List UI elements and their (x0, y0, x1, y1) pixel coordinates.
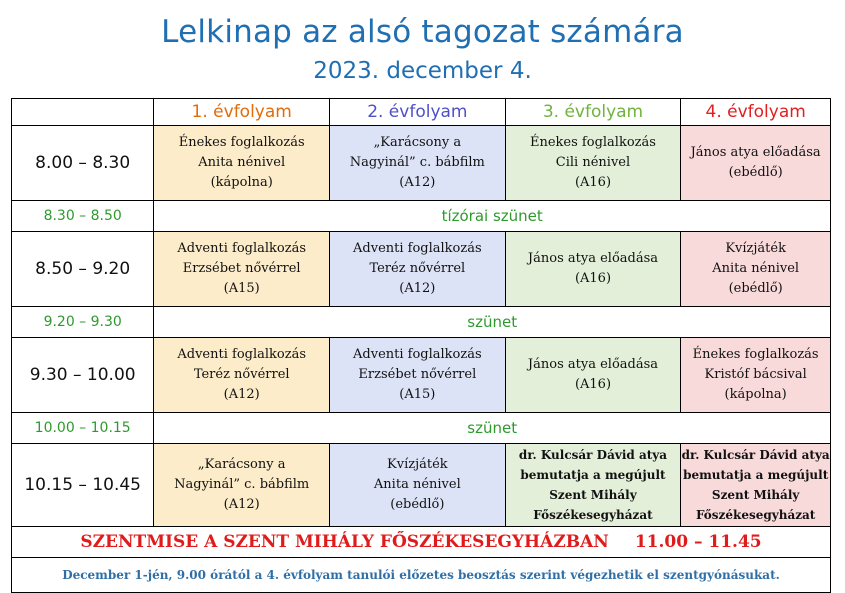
grade-1-header: 1. évfolyam (154, 99, 330, 126)
activity-line: Szent Mihály (549, 488, 637, 502)
activity-line: Főszékesegyházat (695, 508, 816, 522)
activity-line: (A12) (223, 497, 260, 512)
activity-line: (A12) (399, 281, 436, 296)
confession-note: December 1-jén, 9.00 órától a 4. évfolyam tanulói előzetes beosztás szerint végezhetik el szentgyónásukat. (12, 558, 831, 593)
grade-3-header: 3. évfolyam (505, 99, 681, 126)
activity-cell (330, 444, 506, 527)
activity-line: (A16) (574, 271, 612, 286)
activity-line: Anita nénivel (373, 477, 461, 492)
activity-line: „Karácsony a (373, 135, 462, 150)
activity-line: (A12) (223, 387, 260, 402)
activity-cell (154, 444, 330, 527)
break-time: 8.30 – 8.50 (12, 201, 154, 232)
activity-line: Kristóf bácsival (704, 367, 807, 382)
activity-line: dr. Kulcsár Dávid atya (518, 448, 668, 462)
activity-line: (A15) (223, 281, 260, 296)
activity-line: Adventi foglalkozás (353, 347, 482, 362)
session-time: 10.15 – 10.45 (12, 444, 154, 527)
break-time: 9.20 – 9.30 (12, 307, 154, 338)
activity-line: (A16) (574, 175, 612, 190)
activity-line: Teréz nővérrel (369, 261, 466, 276)
activity-line: (A15) (399, 387, 436, 402)
mass-cell (12, 527, 831, 558)
activity-line: Énekes foglalkozás (530, 135, 656, 150)
activity-line: bemutatja a megújult (520, 468, 666, 482)
activity-cell (154, 232, 330, 307)
mass-row (12, 527, 831, 558)
activity-cell (681, 338, 831, 413)
activity-line: Erzsébet nővérrel (182, 261, 301, 276)
activity-line: Nagyinál” c. bábfilm (349, 155, 485, 170)
activity-line: (A16) (574, 377, 612, 392)
session-time: 9.30 – 10.00 (12, 338, 154, 413)
activity-line: Cili nénivel (555, 155, 631, 170)
schedule-table (11, 98, 831, 593)
activity-line: János atya előadása (527, 251, 659, 266)
activity-line: bemutatja a megújult (683, 468, 829, 482)
session-row (12, 338, 831, 413)
session-row (12, 126, 831, 201)
mass-time: 11.00 – 11.45 (634, 532, 762, 552)
page-title: Lelkinap az alsó tagozat számára (161, 14, 684, 50)
activity-line: Énekes foglalkozás (178, 135, 305, 150)
activity-cell (330, 338, 506, 413)
activity-line: Szent Mihály (711, 488, 800, 502)
activity-line: János atya előadása (690, 145, 821, 160)
activity-line: (kápolna) (724, 387, 787, 402)
mass-label: SZENTMISE A SZENT MIHÁLY FŐSZÉKESEGYHÁZBAN (80, 532, 609, 552)
break-label: tízórai szünet (154, 201, 831, 232)
session-row (12, 444, 831, 527)
activity-line: Adventi foglalkozás (177, 347, 307, 362)
activity-cell (154, 126, 330, 201)
activity-line: (A12) (399, 175, 436, 190)
grade-4-header: 4. évfolyam (681, 99, 831, 126)
break-label: szünet (154, 413, 831, 444)
activity-line: dr. Kulcsár Dávid atya (681, 448, 830, 462)
session-row (12, 232, 831, 307)
activity-line: Adventi foglalkozás (353, 241, 482, 256)
activity-cell (505, 232, 681, 307)
activity-cell (154, 338, 330, 413)
activity-line: Kvízjáték (387, 457, 448, 472)
activity-line: (ebédlő) (728, 165, 783, 180)
break-row (12, 307, 831, 338)
activity-cell (505, 444, 681, 527)
header-row (12, 99, 831, 126)
break-row (12, 413, 831, 444)
activity-line: (ebédlő) (390, 497, 445, 512)
activity-cell (505, 338, 681, 413)
activity-cell (330, 126, 506, 201)
activity-line: Énekes foglalkozás (692, 347, 819, 362)
activity-cell (681, 444, 831, 527)
grade-2-header: 2. évfolyam (330, 99, 506, 126)
session-time: 8.50 – 9.20 (12, 232, 154, 307)
event-date: 2023. december 4. (313, 58, 532, 84)
break-label: szünet (154, 307, 831, 338)
activity-line: „Karácsony a (197, 457, 286, 472)
activity-cell (681, 126, 831, 201)
break-time: 10.00 – 10.15 (12, 413, 154, 444)
activity-line: Nagyinál” c. bábfilm (174, 477, 310, 492)
activity-line: Adventi foglalkozás (177, 241, 307, 256)
activity-line: Anita nénivel (198, 155, 286, 170)
activity-line: Erzsébet nővérrel (358, 367, 477, 382)
activity-line: Teréz nővérrel (193, 367, 290, 382)
break-row (12, 201, 831, 232)
activity-line: János atya előadása (527, 357, 659, 372)
session-time: 8.00 – 8.30 (12, 126, 154, 201)
activity-cell (330, 232, 506, 307)
activity-line: (ebédlő) (728, 281, 783, 296)
note-row (12, 558, 831, 593)
activity-cell (505, 126, 681, 201)
header-corner (12, 99, 154, 126)
activity-cell (681, 232, 831, 307)
activity-line: Anita nénivel (712, 261, 800, 276)
activity-line: (kápolna) (210, 175, 273, 190)
activity-line: Kvízjáték (725, 241, 786, 256)
activity-line: Főszékesegyházat (533, 508, 653, 522)
